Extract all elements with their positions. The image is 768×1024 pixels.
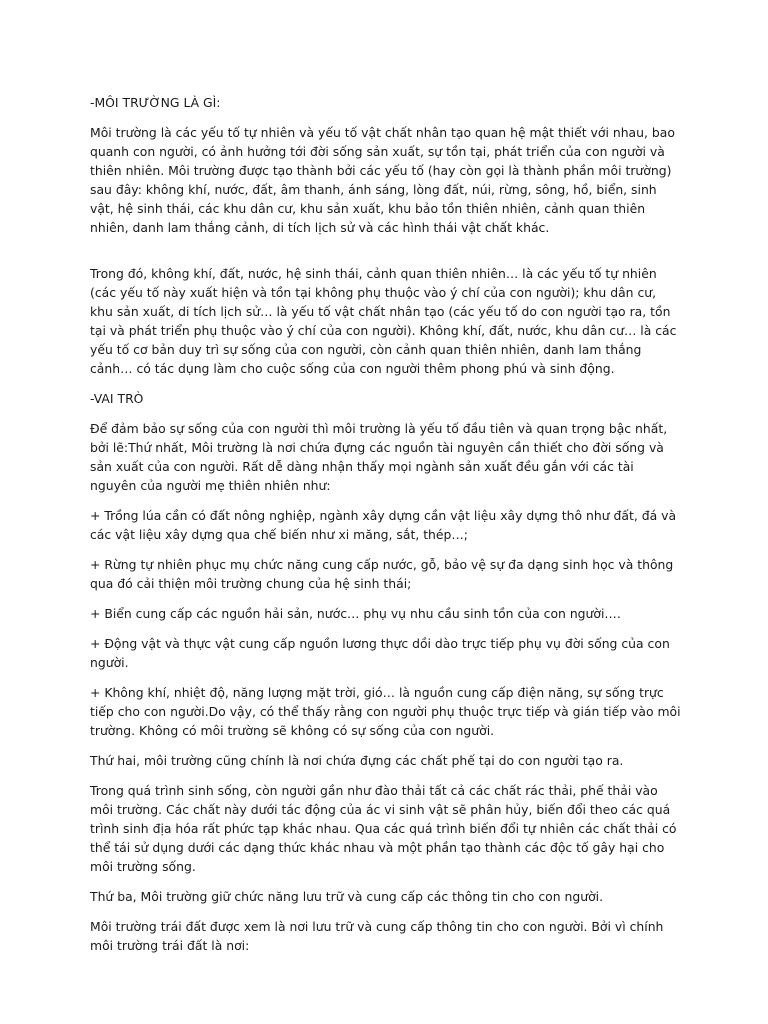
paragraph-role-second: Thứ hai, môi trường cũng chính là nơi chứa đựng các chất phế tại do con người tạo ra. <box>90 753 624 768</box>
paragraph-waste-process: Trong quá trình sinh sống, còn người gần như đào thải tất cả các chất rác thải, phế thải vào môi trường. Các chất này dưới tác động của ác vi sinh vật sẽ phân hủy, biến đổi theo các quá trình sinh địa hóa rất phức tạp khác nhau. Qua các quá trình biến đổi tự nhiên các chất thải có thể tái sử dụng dưới các dạng thức khác nhau và một phần tạo thành các độc tố gây hại cho môi trường sống. <box>90 783 677 874</box>
heading-moi-truong-la-gi: -MÔI TRƯỜNG LÀ GÌ: <box>90 95 221 110</box>
bullet-agriculture-construction: + Trồng lúa cần có đất nông nghiệp, ngành xây dựng cần vật liệu xây dựng thô như đất, đá và các vật liệu xây dựng qua chế biến như xi măng, sắt, thép…; <box>90 508 677 542</box>
bullet-sea: + Biển cung cấp các nguồn hải sản, nước… phụ vụ nhu cầu sinh tồn của con người…. <box>90 606 621 621</box>
heading-vai-tro: -VAI TRÒ <box>90 391 144 406</box>
paragraph-definition: Môi trường là các yếu tố tự nhiên và yếu tố vật chất nhân tạo quan hệ mật thiết với nhau, bao quanh con người, có ảnh hưởng tới đời sống sản xuất, sự tồn tại, phát triển của con người và thiên nhiên. Môi trường được tạo thành bởi các yếu tố (hay còn gọi là thành phần môi trường) sau đây: không khí, nước, đất, âm thanh, ánh sáng, lòng đất, núi, rừng, sông, hồ, biển, sinh vật, hệ sinh thái, các khu dân cư, khu sản xuất, khu bảo tồn thiên nhiên, cảnh quan thiên nhiên, danh lam thắng cảnh, di tích lịch sử và các hình thái vật chất khác. <box>90 125 675 235</box>
bullet-animals-plants: + Động vật và thực vật cung cấp nguồn lương thực dồi dào trực tiếp phụ vụ đời sống của con người. <box>90 636 670 670</box>
paragraph-information-storage: Môi trường trái đất được xem là nơi lưu trữ và cung cấp thông tin cho con người. Bởi vì chính môi trường trái đất là nơi: <box>90 919 664 953</box>
bullet-air-energy: + Không khí, nhiệt độ, năng lượng mặt trời, gió… là nguồn cung cấp điện năng, sự sống trực tiếp cho con người.Do vậy, có thể thấy rằng con người phụ thuộc trực tiếp và gián tiếp vào môi trường. Không có môi trường sẽ không có sự sống của con người. <box>90 685 681 738</box>
paragraph-role-first: Để đảm bảo sự sống của con người thì môi trường là yếu tố đầu tiên và quan trọng bậc nhất, bởi lẽ:Thứ nhất, Môi trường là nơi chứa đựng các nguồn tài nguyên cần thiết cho đời sống và sản xuất của con người. Rất dễ dàng nhận thấy mọi ngành sản xuất đều gắn với các tài nguyên của người mẹ thiên nhiên như: <box>90 421 668 493</box>
bullet-forest: + Rừng tự nhiên phục mụ chức năng cung cấp nước, gỗ, bảo vệ sự đa dạng sinh học và thông qua đó cải thiện môi trường chung của hệ sinh thái; <box>90 557 674 591</box>
paragraph-role-third: Thứ ba, Môi trường giữ chức năng lưu trữ và cung cấp các thông tin cho con người. <box>90 889 604 904</box>
paragraph-natural-vs-artificial: Trong đó, không khí, đất, nước, hệ sinh thái, cảnh quan thiên nhiên… là các yếu tố tự nhiên (các yếu tố này xuất hiện và tồn tại không phụ thuộc vào ý chí của con người); khu dân cư, khu sản xuất, di tích lịch sử… là yếu tố vật chất nhân tạo (các yếu tố do con người tạo ra, tồn tại và phát triển phụ thuộc vào ý chí của con người). Không khí, đất, nước, khu dân cư… là các yếu tố cơ bản duy trì sự sống của con người, còn cảnh quan thiên nhiên, danh lam thắng cảnh… có tác dụng làm cho cuộc sống của con người thêm phong phú và sinh động. <box>90 266 677 376</box>
